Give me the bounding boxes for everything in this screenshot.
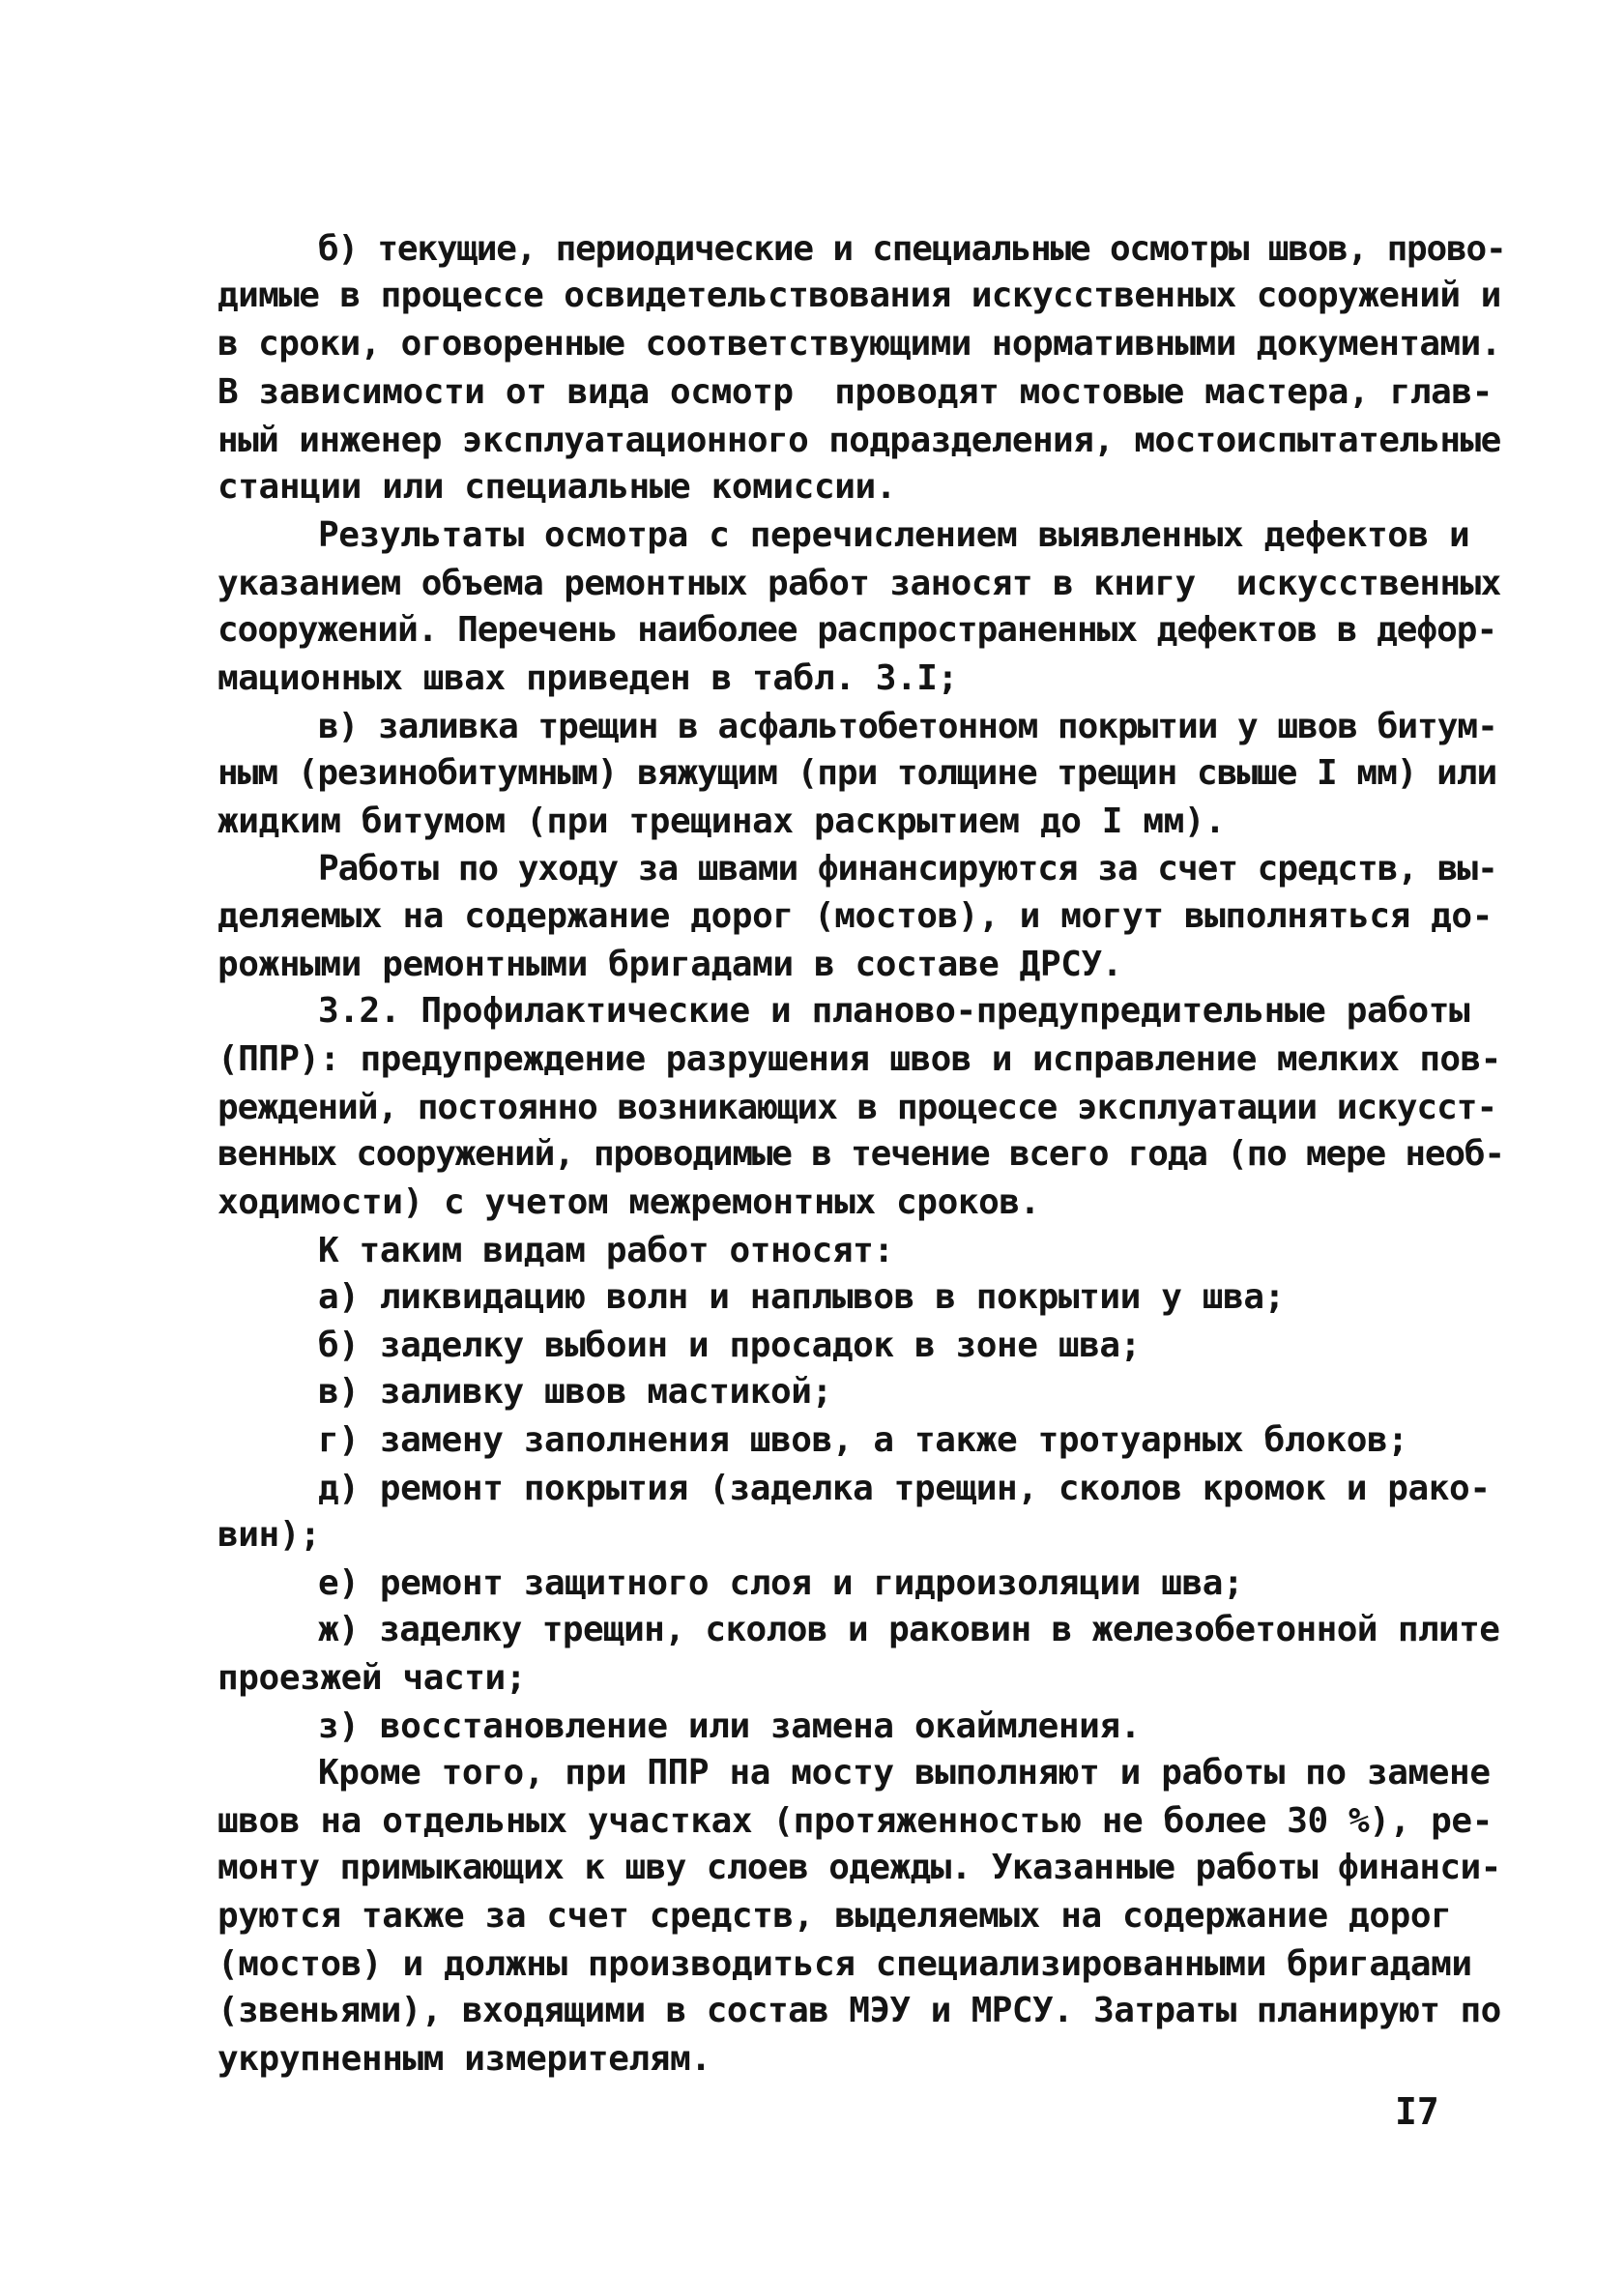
text-line: вин); [218, 1515, 321, 1555]
text-line: деляемых на содержание дорог (мостов), и могут выполняться до- [218, 896, 1493, 936]
text-line: Работы по уходу за швами финансируются за счет средств, вы- [318, 849, 1497, 889]
text-line: В зависимости от вида осмотр проводят мостовые мастера, глав- [218, 372, 1493, 412]
text-line: ходимости) с учетом межремонтных сроков. [218, 1182, 1040, 1222]
text-line: д) ремонт покрытия (заделка трещин, сколов кромок и рако- [318, 1469, 1491, 1508]
text-line: руются также за счет средств, выделяемых на содержание дорог [218, 1896, 1452, 1936]
text-line: е) ремонт защитного слоя и гидроизоляции шва; [318, 1563, 1244, 1603]
text-line: ный инженер эксплуатационного подразделения, мостоиспытательные [218, 421, 1501, 460]
text-line: ным (резинобитумным) вяжущим (при толщине трещин свыше I мм) или [218, 753, 1497, 793]
text-line: указанием объема ремонтных работ заносят в книгу искусственных [218, 564, 1501, 603]
text-line: 3.2. Профилактические и планово-предупредительные работы [318, 991, 1470, 1031]
text-line: г) замену заполнения швов, а также тротуарных блоков; [318, 1420, 1408, 1460]
text-line: б) заделку выбоин и просадок в зоне шва; [318, 1326, 1141, 1365]
text-line: мационных швах приведен в табл. 3.I; [218, 658, 958, 698]
text-line: (звеньями), входящими в состав МЭУ и МРСУ. Затраты планируют по [218, 1991, 1501, 2030]
text-line: Результаты осмотра с перечислением выявленных дефектов и [318, 515, 1470, 555]
text-line: (мостов) и должны производиться специализированными бригадами [218, 1944, 1472, 1984]
text-line: проезжей части; [218, 1658, 527, 1698]
text-line: сооружений. Перечень наиболее распространенных дефектов в дефор- [218, 610, 1497, 650]
text-line: в сроки, оговоренные соответствующими нормативными документами. [218, 324, 1501, 364]
text-line: швов на отдельных участках (протяженностью не более 30 %), ре- [218, 1801, 1493, 1841]
text-line: в) заливка трещин в асфальтобетонном покрытии у швов битум- [318, 707, 1497, 746]
text-line: К таким видам работ относят: [318, 1231, 894, 1270]
text-line: а) ликвидацию волн и наплывов в покрытии у шва; [318, 1277, 1285, 1317]
text-line: рожными ремонтными бригадами в составе ДРСУ. [218, 945, 1123, 984]
text-line: димые в процессе освидетельствования искусственных сооружений и [218, 276, 1501, 315]
text-line: венных сооружений, проводимые в течение всего года (по мере необ- [218, 1134, 1504, 1174]
text-line: монту примыкающих к шву слоев одежды. Указанные работы финанси- [218, 1848, 1501, 1887]
text-line: укрупненным измерителям. [218, 2039, 711, 2079]
text-line: з) восстановление или замена окаймления. [318, 1706, 1141, 1746]
page-number: I7 [1395, 2090, 1439, 2133]
text-line: ж) заделку трещин, сколов и раковин в железобетонной плите [318, 1610, 1500, 1649]
text-line: станции или специальные комиссии. [218, 467, 897, 507]
text-line: Кроме того, при ППР на мосту выполняют и работы по замене [318, 1753, 1491, 1793]
text-line: реждений, постоянно возникающих в процессе эксплуатации искусст- [218, 1088, 1497, 1127]
text-line: жидким битумом (при трещинах раскрытием до I мм). [218, 802, 1226, 841]
text-line: в) заливку швов мастикой; [318, 1372, 832, 1412]
text-line: (ППР): предупреждение разрушения швов и исправление мелких пов- [218, 1039, 1501, 1079]
text-line: б) текущие, периодические и специальные осмотры швов, прово- [318, 229, 1506, 269]
